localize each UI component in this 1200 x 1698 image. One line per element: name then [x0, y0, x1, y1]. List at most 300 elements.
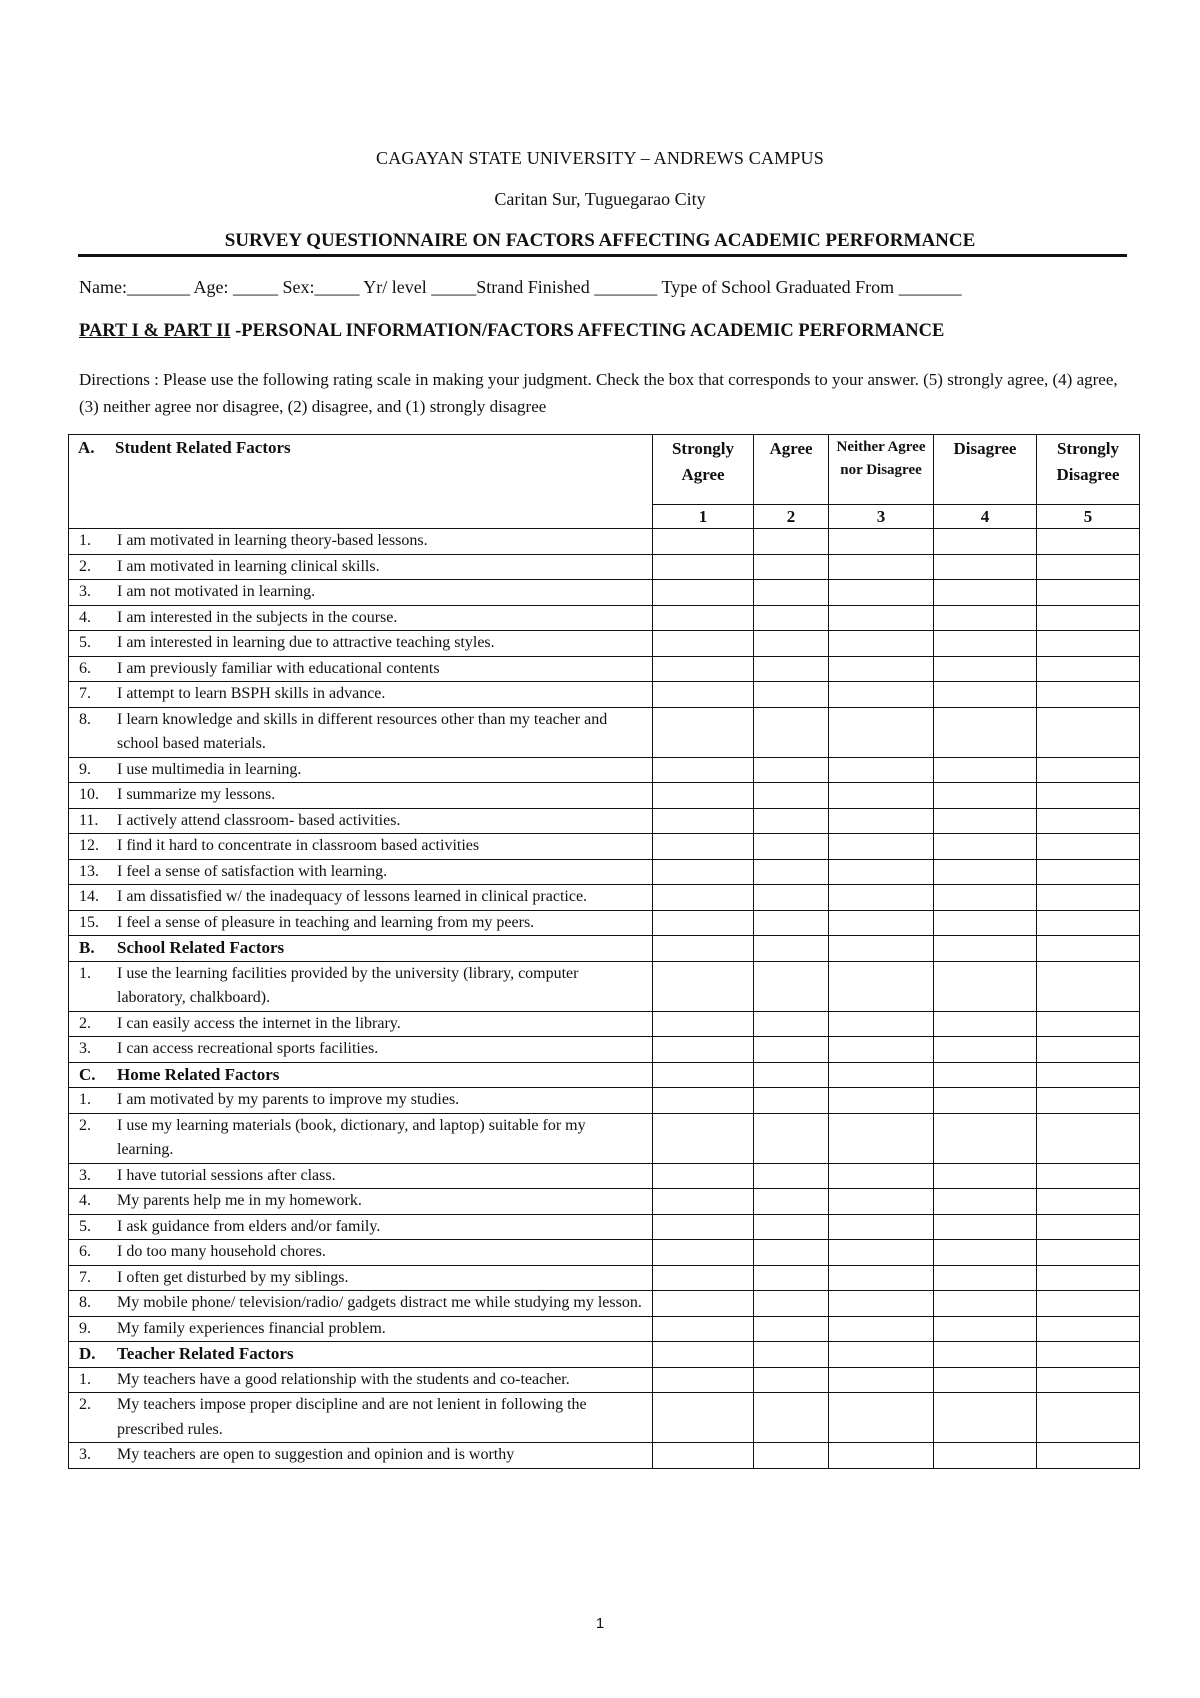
survey-table	[68, 434, 1140, 1469]
section-letter: C.	[79, 1064, 96, 1084]
rating-checkbox-cell[interactable]	[934, 1393, 1037, 1443]
rating-checkbox-cell[interactable]	[934, 757, 1037, 783]
question-text: I have tutorial sessions after class.	[117, 1166, 336, 1184]
question-cell	[69, 757, 653, 783]
table-row	[69, 885, 1140, 911]
rating-checkbox-cell[interactable]	[934, 1342, 1037, 1368]
question-text: I summarize my lessons.	[117, 786, 276, 803]
rating-checkbox-cell[interactable]	[934, 707, 1037, 757]
question-number: 6.	[79, 1243, 91, 1260]
rating-checkbox-cell[interactable]	[653, 783, 754, 809]
rating-checkbox-cell[interactable]	[934, 1316, 1037, 1342]
rating-checkbox-cell[interactable]	[829, 1113, 934, 1163]
rating-checkbox-cell[interactable]	[1037, 1316, 1140, 1342]
column-agree: Agree	[754, 435, 829, 505]
rating-checkbox-cell[interactable]	[934, 554, 1037, 580]
rating-checkbox-cell[interactable]	[653, 936, 754, 962]
rating-checkbox-cell[interactable]	[1037, 1062, 1140, 1088]
rating-checkbox-cell[interactable]	[754, 885, 829, 911]
rating-checkbox-cell[interactable]	[653, 1367, 754, 1393]
rating-checkbox-cell[interactable]	[754, 631, 829, 657]
rating-checkbox-cell[interactable]	[653, 1214, 754, 1240]
question-cell	[69, 1367, 653, 1393]
question-cell	[69, 605, 653, 631]
rating-checkbox-cell[interactable]	[1037, 656, 1140, 682]
rating-checkbox-cell[interactable]	[754, 605, 829, 631]
rating-checkbox-cell[interactable]	[653, 656, 754, 682]
rating-checkbox-cell[interactable]	[934, 656, 1037, 682]
rating-checkbox-cell[interactable]	[653, 529, 754, 555]
rating-checkbox-cell[interactable]	[754, 1291, 829, 1317]
question-number: 5.	[79, 634, 91, 651]
question-number: 3.	[79, 583, 91, 600]
rating-checkbox-cell[interactable]	[829, 580, 934, 606]
rating-checkbox-cell[interactable]	[1037, 554, 1140, 580]
rating-checkbox-cell[interactable]	[934, 1265, 1037, 1291]
rating-checkbox-cell[interactable]	[1037, 808, 1140, 834]
section-title: Teacher Related Factors	[117, 1344, 294, 1363]
rating-checkbox-cell[interactable]	[1037, 605, 1140, 631]
rating-checkbox-cell[interactable]	[653, 961, 754, 1011]
question-text: I am interested in the subjects in the course.	[117, 608, 398, 626]
rating-checkbox-cell[interactable]	[829, 1443, 934, 1469]
rating-checkbox-cell[interactable]	[653, 1062, 754, 1088]
rating-checkbox-cell[interactable]	[829, 682, 934, 708]
question-cell	[69, 910, 653, 936]
question-text: My mobile phone/ television/radio/ gadgets distract me while studying my lesson.	[117, 1294, 642, 1311]
campus-address: Caritan Sur, Tuguegarao City	[494, 189, 706, 209]
rating-checkbox-cell[interactable]	[934, 1443, 1037, 1469]
rating-checkbox-cell[interactable]	[934, 910, 1037, 936]
rating-checkbox-cell[interactable]	[1037, 910, 1140, 936]
rating-checkbox-cell[interactable]	[1037, 1443, 1140, 1469]
question-number: 8.	[79, 710, 91, 728]
column-disagree: Disagree	[934, 435, 1037, 505]
rating-checkbox-cell[interactable]	[829, 529, 934, 555]
question-cell	[69, 859, 653, 885]
rating-checkbox-cell[interactable]	[754, 1088, 829, 1114]
rating-checkbox-cell[interactable]	[754, 1062, 829, 1088]
question-number: 2.	[79, 1116, 91, 1134]
rating-checkbox-cell[interactable]	[934, 529, 1037, 555]
rating-checkbox-cell[interactable]	[829, 554, 934, 580]
rating-checkbox-cell[interactable]	[934, 808, 1037, 834]
table-header-row	[69, 435, 1140, 505]
table-row	[69, 1316, 1140, 1342]
rating-checkbox-cell[interactable]	[653, 605, 754, 631]
question-number: 1.	[79, 1091, 91, 1108]
rating-checkbox-cell[interactable]	[653, 1088, 754, 1114]
question-text: I can access recreational sports facilities.	[117, 1040, 379, 1057]
rating-checkbox-cell[interactable]	[934, 834, 1037, 860]
section-title: Home Related Factors	[117, 1064, 280, 1084]
question-number: 10.	[79, 786, 99, 803]
rating-checkbox-cell[interactable]	[1037, 1214, 1140, 1240]
rating-checkbox-cell[interactable]	[1037, 1163, 1140, 1189]
table-row	[69, 1037, 1140, 1063]
question-cell	[69, 1011, 653, 1037]
table-row	[69, 1088, 1140, 1114]
page-number: 1	[595, 1615, 605, 1632]
question-text: I feel a sense of satisfaction with learning.	[117, 862, 388, 880]
table-row	[69, 808, 1140, 834]
rating-checkbox-cell[interactable]	[1037, 1291, 1140, 1317]
rating-checkbox-cell[interactable]	[754, 859, 829, 885]
rating-checkbox-cell[interactable]	[653, 1316, 754, 1342]
question-number: 1.	[79, 532, 91, 549]
question-cell	[69, 808, 653, 834]
rating-checkbox-cell[interactable]	[1037, 529, 1140, 555]
rating-checkbox-cell[interactable]	[754, 580, 829, 606]
rating-checkbox-cell[interactable]	[1037, 936, 1140, 962]
section-a-letter: A.	[78, 438, 95, 457]
rating-checkbox-cell[interactable]	[754, 757, 829, 783]
table-row	[69, 631, 1140, 657]
rating-checkbox-cell[interactable]	[1037, 885, 1140, 911]
question-text: My family experiences financial problem.	[117, 1319, 386, 1337]
rating-checkbox-cell[interactable]	[754, 1342, 829, 1368]
question-cell	[69, 631, 653, 657]
section-c-heading-cell	[69, 1062, 653, 1088]
rating-checkbox-cell[interactable]	[934, 631, 1037, 657]
question-cell	[69, 961, 653, 1011]
column-number: 5	[1037, 505, 1140, 529]
question-text: I use multimedia in learning.	[117, 760, 302, 778]
section-letter: D.	[79, 1344, 96, 1363]
rating-checkbox-cell[interactable]	[1037, 631, 1140, 657]
rating-checkbox-cell[interactable]	[1037, 682, 1140, 708]
section-b-heading-cell	[69, 936, 653, 962]
rating-checkbox-cell[interactable]	[1037, 1189, 1140, 1215]
rating-checkbox-cell[interactable]	[829, 1265, 934, 1291]
personal-info-fields[interactable]: Name:_______ Age: _____ Sex:_____ Yr/ level _____Strand Finished _______ Type of School Graduated From _______	[79, 277, 962, 297]
rating-checkbox-cell[interactable]	[829, 656, 934, 682]
rating-checkbox-cell[interactable]	[829, 1240, 934, 1266]
rating-checkbox-cell[interactable]	[1037, 1393, 1140, 1443]
rating-checkbox-cell[interactable]	[653, 1342, 754, 1368]
question-text: I am motivated in learning theory-based lessons.	[117, 532, 428, 549]
question-cell	[69, 580, 653, 606]
rating-checkbox-cell[interactable]	[754, 1316, 829, 1342]
question-number: 2.	[79, 1014, 91, 1032]
question-number: 7.	[79, 1268, 91, 1286]
rating-checkbox-cell[interactable]	[653, 707, 754, 757]
rating-checkbox-cell[interactable]	[829, 1189, 934, 1215]
question-text: I often get disturbed by my siblings.	[117, 1268, 349, 1286]
table-row	[69, 1367, 1140, 1393]
question-text: I use the learning facilities provided by the university (library, computer laboratory, chalkboard).	[117, 964, 579, 1006]
rating-checkbox-cell[interactable]	[653, 1265, 754, 1291]
table-row	[69, 707, 1140, 757]
rating-checkbox-cell[interactable]	[1037, 1037, 1140, 1063]
rating-checkbox-cell[interactable]	[1037, 707, 1140, 757]
question-cell	[69, 1214, 653, 1240]
rating-checkbox-cell[interactable]	[934, 1367, 1037, 1393]
question-cell	[69, 1240, 653, 1266]
question-cell	[69, 1037, 653, 1063]
rating-checkbox-cell[interactable]	[934, 605, 1037, 631]
rating-checkbox-cell[interactable]	[754, 1393, 829, 1443]
rating-checkbox-cell[interactable]	[934, 1189, 1037, 1215]
rating-checkbox-cell[interactable]	[934, 1214, 1037, 1240]
question-number: 11.	[79, 811, 99, 829]
rating-checkbox-cell[interactable]	[829, 1291, 934, 1317]
part-rest: -PERSONAL INFORMATION/FACTORS AFFECTING ACADEMIC PERFORMANCE	[230, 321, 945, 341]
table-row	[69, 1189, 1140, 1215]
table-row	[69, 859, 1140, 885]
rating-checkbox-cell[interactable]	[653, 859, 754, 885]
rating-checkbox-cell[interactable]	[754, 1163, 829, 1189]
question-number: 4.	[79, 1192, 91, 1209]
question-number: 9.	[79, 760, 91, 778]
question-cell	[69, 1189, 653, 1215]
question-number: 7.	[79, 685, 91, 702]
part-label: PART I & PART II	[79, 321, 231, 341]
rating-checkbox-cell[interactable]	[754, 707, 829, 757]
rating-checkbox-cell[interactable]	[754, 554, 829, 580]
rating-checkbox-cell[interactable]	[829, 707, 934, 757]
question-cell	[69, 1088, 653, 1114]
table-row	[69, 580, 1140, 606]
question-cell	[69, 834, 653, 860]
rating-checkbox-cell[interactable]	[754, 1265, 829, 1291]
rating-checkbox-cell[interactable]	[934, 1037, 1037, 1063]
rating-checkbox-cell[interactable]	[1037, 1240, 1140, 1266]
question-text: I am previously familiar with educational contents	[117, 659, 440, 677]
rating-checkbox-cell[interactable]	[653, 682, 754, 708]
column-neither: Neither Agree nor Disagree	[829, 435, 934, 505]
question-number: 14.	[79, 888, 99, 905]
rating-checkbox-cell[interactable]	[829, 1316, 934, 1342]
rating-checkbox-cell[interactable]	[934, 1291, 1037, 1317]
table-row	[69, 783, 1140, 809]
rating-checkbox-cell[interactable]	[754, 529, 829, 555]
rating-checkbox-cell[interactable]	[1037, 1367, 1140, 1393]
table-row	[69, 834, 1140, 860]
rating-checkbox-cell[interactable]	[934, 783, 1037, 809]
rating-checkbox-cell[interactable]	[754, 1037, 829, 1063]
rating-checkbox-cell[interactable]	[829, 757, 934, 783]
rating-checkbox-cell[interactable]	[934, 1088, 1037, 1114]
table-row	[69, 1011, 1140, 1037]
question-number: 9.	[79, 1319, 91, 1337]
rating-checkbox-cell[interactable]	[653, 808, 754, 834]
rating-checkbox-cell[interactable]	[653, 757, 754, 783]
question-cell	[69, 1316, 653, 1342]
question-cell	[69, 707, 653, 757]
table-row	[69, 554, 1140, 580]
rating-checkbox-cell[interactable]	[829, 834, 934, 860]
rating-checkbox-cell[interactable]	[653, 1240, 754, 1266]
table-row	[69, 1265, 1140, 1291]
question-number: 2.	[79, 1396, 91, 1413]
table-row	[69, 682, 1140, 708]
rating-checkbox-cell[interactable]	[754, 1367, 829, 1393]
section-a-heading	[69, 435, 653, 529]
question-number: 12.	[79, 837, 99, 854]
rating-checkbox-cell[interactable]	[934, 1062, 1037, 1088]
rating-checkbox-cell[interactable]	[754, 834, 829, 860]
question-text: I can easily access the internet in the library.	[117, 1014, 401, 1032]
question-text: I am dissatisfied w/ the inadequacy of lessons learned in clinical practice.	[117, 888, 588, 905]
column-strongly-disagree: Strongly Disagree	[1037, 435, 1140, 505]
section-title: School Related Factors	[117, 938, 285, 957]
question-cell	[69, 1163, 653, 1189]
rating-checkbox-cell[interactable]	[754, 1240, 829, 1266]
question-number: 8.	[79, 1294, 91, 1311]
rating-checkbox-cell[interactable]	[829, 961, 934, 1011]
table-row	[69, 1163, 1140, 1189]
table-row	[69, 1214, 1140, 1240]
rating-checkbox-cell[interactable]	[653, 1037, 754, 1063]
rating-checkbox-cell[interactable]	[1037, 1011, 1140, 1037]
rating-checkbox-cell[interactable]	[653, 1011, 754, 1037]
rating-checkbox-cell[interactable]	[653, 885, 754, 911]
question-cell	[69, 1291, 653, 1317]
rating-checkbox-cell[interactable]	[829, 910, 934, 936]
question-number: 2.	[79, 557, 91, 575]
rating-checkbox-cell[interactable]	[934, 1011, 1037, 1037]
rating-checkbox-cell[interactable]	[754, 1214, 829, 1240]
rating-checkbox-cell[interactable]	[934, 885, 1037, 911]
rating-checkbox-cell[interactable]	[1037, 783, 1140, 809]
question-cell	[69, 783, 653, 809]
rating-checkbox-cell[interactable]	[829, 1367, 934, 1393]
question-cell	[69, 1393, 653, 1443]
rating-checkbox-cell[interactable]	[829, 1393, 934, 1443]
rating-checkbox-cell[interactable]	[829, 1037, 934, 1063]
rating-checkbox-cell[interactable]	[653, 554, 754, 580]
rating-checkbox-cell[interactable]	[653, 631, 754, 657]
section-b-heading	[69, 936, 1140, 962]
rating-checkbox-cell[interactable]	[754, 910, 829, 936]
table-row	[69, 961, 1140, 1011]
rating-checkbox-cell[interactable]	[653, 834, 754, 860]
rating-checkbox-cell[interactable]	[934, 1113, 1037, 1163]
rating-checkbox-cell[interactable]	[934, 1163, 1037, 1189]
rating-checkbox-cell[interactable]	[754, 961, 829, 1011]
table-row	[69, 910, 1140, 936]
question-number: 3.	[79, 1166, 91, 1184]
rating-checkbox-cell[interactable]	[754, 1113, 829, 1163]
question-number: 1.	[79, 964, 91, 982]
rating-checkbox-cell[interactable]	[653, 1189, 754, 1215]
question-cell	[69, 682, 653, 708]
rating-checkbox-cell[interactable]	[829, 1088, 934, 1114]
section-a-title: Student Related Factors	[115, 438, 291, 457]
survey-title: SURVEY QUESTIONNAIRE ON FACTORS AFFECTING ACADEMIC PERFORMANCE	[224, 230, 976, 251]
rating-checkbox-cell[interactable]	[1037, 580, 1140, 606]
rating-checkbox-cell[interactable]	[1037, 859, 1140, 885]
question-text: I find it hard to concentrate in classroom based activities	[117, 837, 480, 854]
rating-checkbox-cell[interactable]	[934, 1240, 1037, 1266]
column-number: 2	[754, 505, 829, 529]
question-number: 5.	[79, 1217, 91, 1235]
rating-checkbox-cell[interactable]	[934, 682, 1037, 708]
question-number: 15.	[79, 913, 99, 931]
rating-checkbox-cell[interactable]	[829, 1163, 934, 1189]
table-row	[69, 529, 1140, 555]
rating-checkbox-cell[interactable]	[754, 682, 829, 708]
question-number: 13.	[79, 862, 99, 880]
directions-text: Directions : Please use the following rating scale in making your judgment. Check the box that corresponds to your answer. (5) strongly agree, (4) agree, (3) neither agree nor disagree, (2) disagree, and (1) strongly disagree	[79, 370, 1118, 416]
rating-checkbox-cell[interactable]	[1037, 1265, 1140, 1291]
rating-checkbox-cell[interactable]	[754, 936, 829, 962]
rating-checkbox-cell[interactable]	[829, 631, 934, 657]
question-text: I attempt to learn BSPH skills in advance.	[117, 685, 386, 702]
table-row	[69, 656, 1140, 682]
question-text: My teachers impose proper discipline and are not lenient in following the prescribed rules.	[117, 1396, 587, 1438]
table-row	[69, 605, 1140, 631]
rating-checkbox-cell[interactable]	[829, 783, 934, 809]
question-cell	[69, 529, 653, 555]
university-name: CAGAYAN STATE UNIVERSITY – ANDREWS CAMPUS	[376, 148, 824, 168]
rating-checkbox-cell[interactable]	[653, 580, 754, 606]
rating-checkbox-cell[interactable]	[1037, 961, 1140, 1011]
title-underline	[78, 254, 1127, 257]
rating-checkbox-cell[interactable]	[754, 1189, 829, 1215]
rating-checkbox-cell[interactable]	[829, 808, 934, 834]
question-number: 1.	[79, 1370, 91, 1388]
question-text: I do too many household chores.	[117, 1243, 326, 1260]
rating-checkbox-cell[interactable]	[754, 808, 829, 834]
question-number: 4.	[79, 608, 91, 626]
table-row	[69, 757, 1140, 783]
question-cell	[69, 885, 653, 911]
question-number: 3.	[79, 1446, 91, 1463]
question-text: I ask guidance from elders and/or family.	[117, 1217, 381, 1235]
column-number: 1	[653, 505, 754, 529]
rating-checkbox-cell[interactable]	[653, 1291, 754, 1317]
rating-checkbox-cell[interactable]	[829, 859, 934, 885]
question-text: I am motivated in learning clinical skills.	[117, 557, 380, 575]
table-row	[69, 1113, 1140, 1163]
rating-checkbox-cell[interactable]	[1037, 1088, 1140, 1114]
question-text: My teachers are open to suggestion and opinion and is worthy	[117, 1446, 515, 1463]
rating-checkbox-cell[interactable]	[754, 1011, 829, 1037]
rating-checkbox-cell[interactable]	[934, 936, 1037, 962]
rating-checkbox-cell[interactable]	[1037, 757, 1140, 783]
rating-checkbox-cell[interactable]	[653, 1163, 754, 1189]
rating-checkbox-cell[interactable]	[829, 605, 934, 631]
rating-checkbox-cell[interactable]	[829, 1011, 934, 1037]
question-number: 6.	[79, 659, 91, 677]
question-cell	[69, 554, 653, 580]
rating-checkbox-cell[interactable]	[653, 910, 754, 936]
question-text: I am motivated by my parents to improve my studies.	[117, 1091, 460, 1108]
rating-checkbox-cell[interactable]	[829, 1062, 934, 1088]
rating-checkbox-cell[interactable]	[829, 1214, 934, 1240]
rating-checkbox-cell[interactable]	[829, 885, 934, 911]
rating-checkbox-cell[interactable]	[653, 1443, 754, 1469]
rating-checkbox-cell[interactable]	[754, 656, 829, 682]
rating-checkbox-cell[interactable]	[653, 1113, 754, 1163]
question-cell	[69, 1443, 653, 1469]
rating-checkbox-cell[interactable]	[754, 1443, 829, 1469]
rating-checkbox-cell[interactable]	[754, 783, 829, 809]
rating-checkbox-cell[interactable]	[829, 1342, 934, 1368]
question-text: I actively attend classroom- based activities.	[117, 811, 401, 829]
rating-checkbox-cell[interactable]	[934, 961, 1037, 1011]
column-strongly-agree: Strongly Agree	[653, 435, 754, 505]
rating-checkbox-cell[interactable]	[829, 936, 934, 962]
rating-checkbox-cell[interactable]	[1037, 1342, 1140, 1368]
rating-checkbox-cell[interactable]	[934, 580, 1037, 606]
rating-checkbox-cell[interactable]	[653, 1393, 754, 1443]
rating-checkbox-cell[interactable]	[934, 859, 1037, 885]
rating-checkbox-cell[interactable]	[1037, 1113, 1140, 1163]
rating-checkbox-cell[interactable]	[1037, 834, 1140, 860]
